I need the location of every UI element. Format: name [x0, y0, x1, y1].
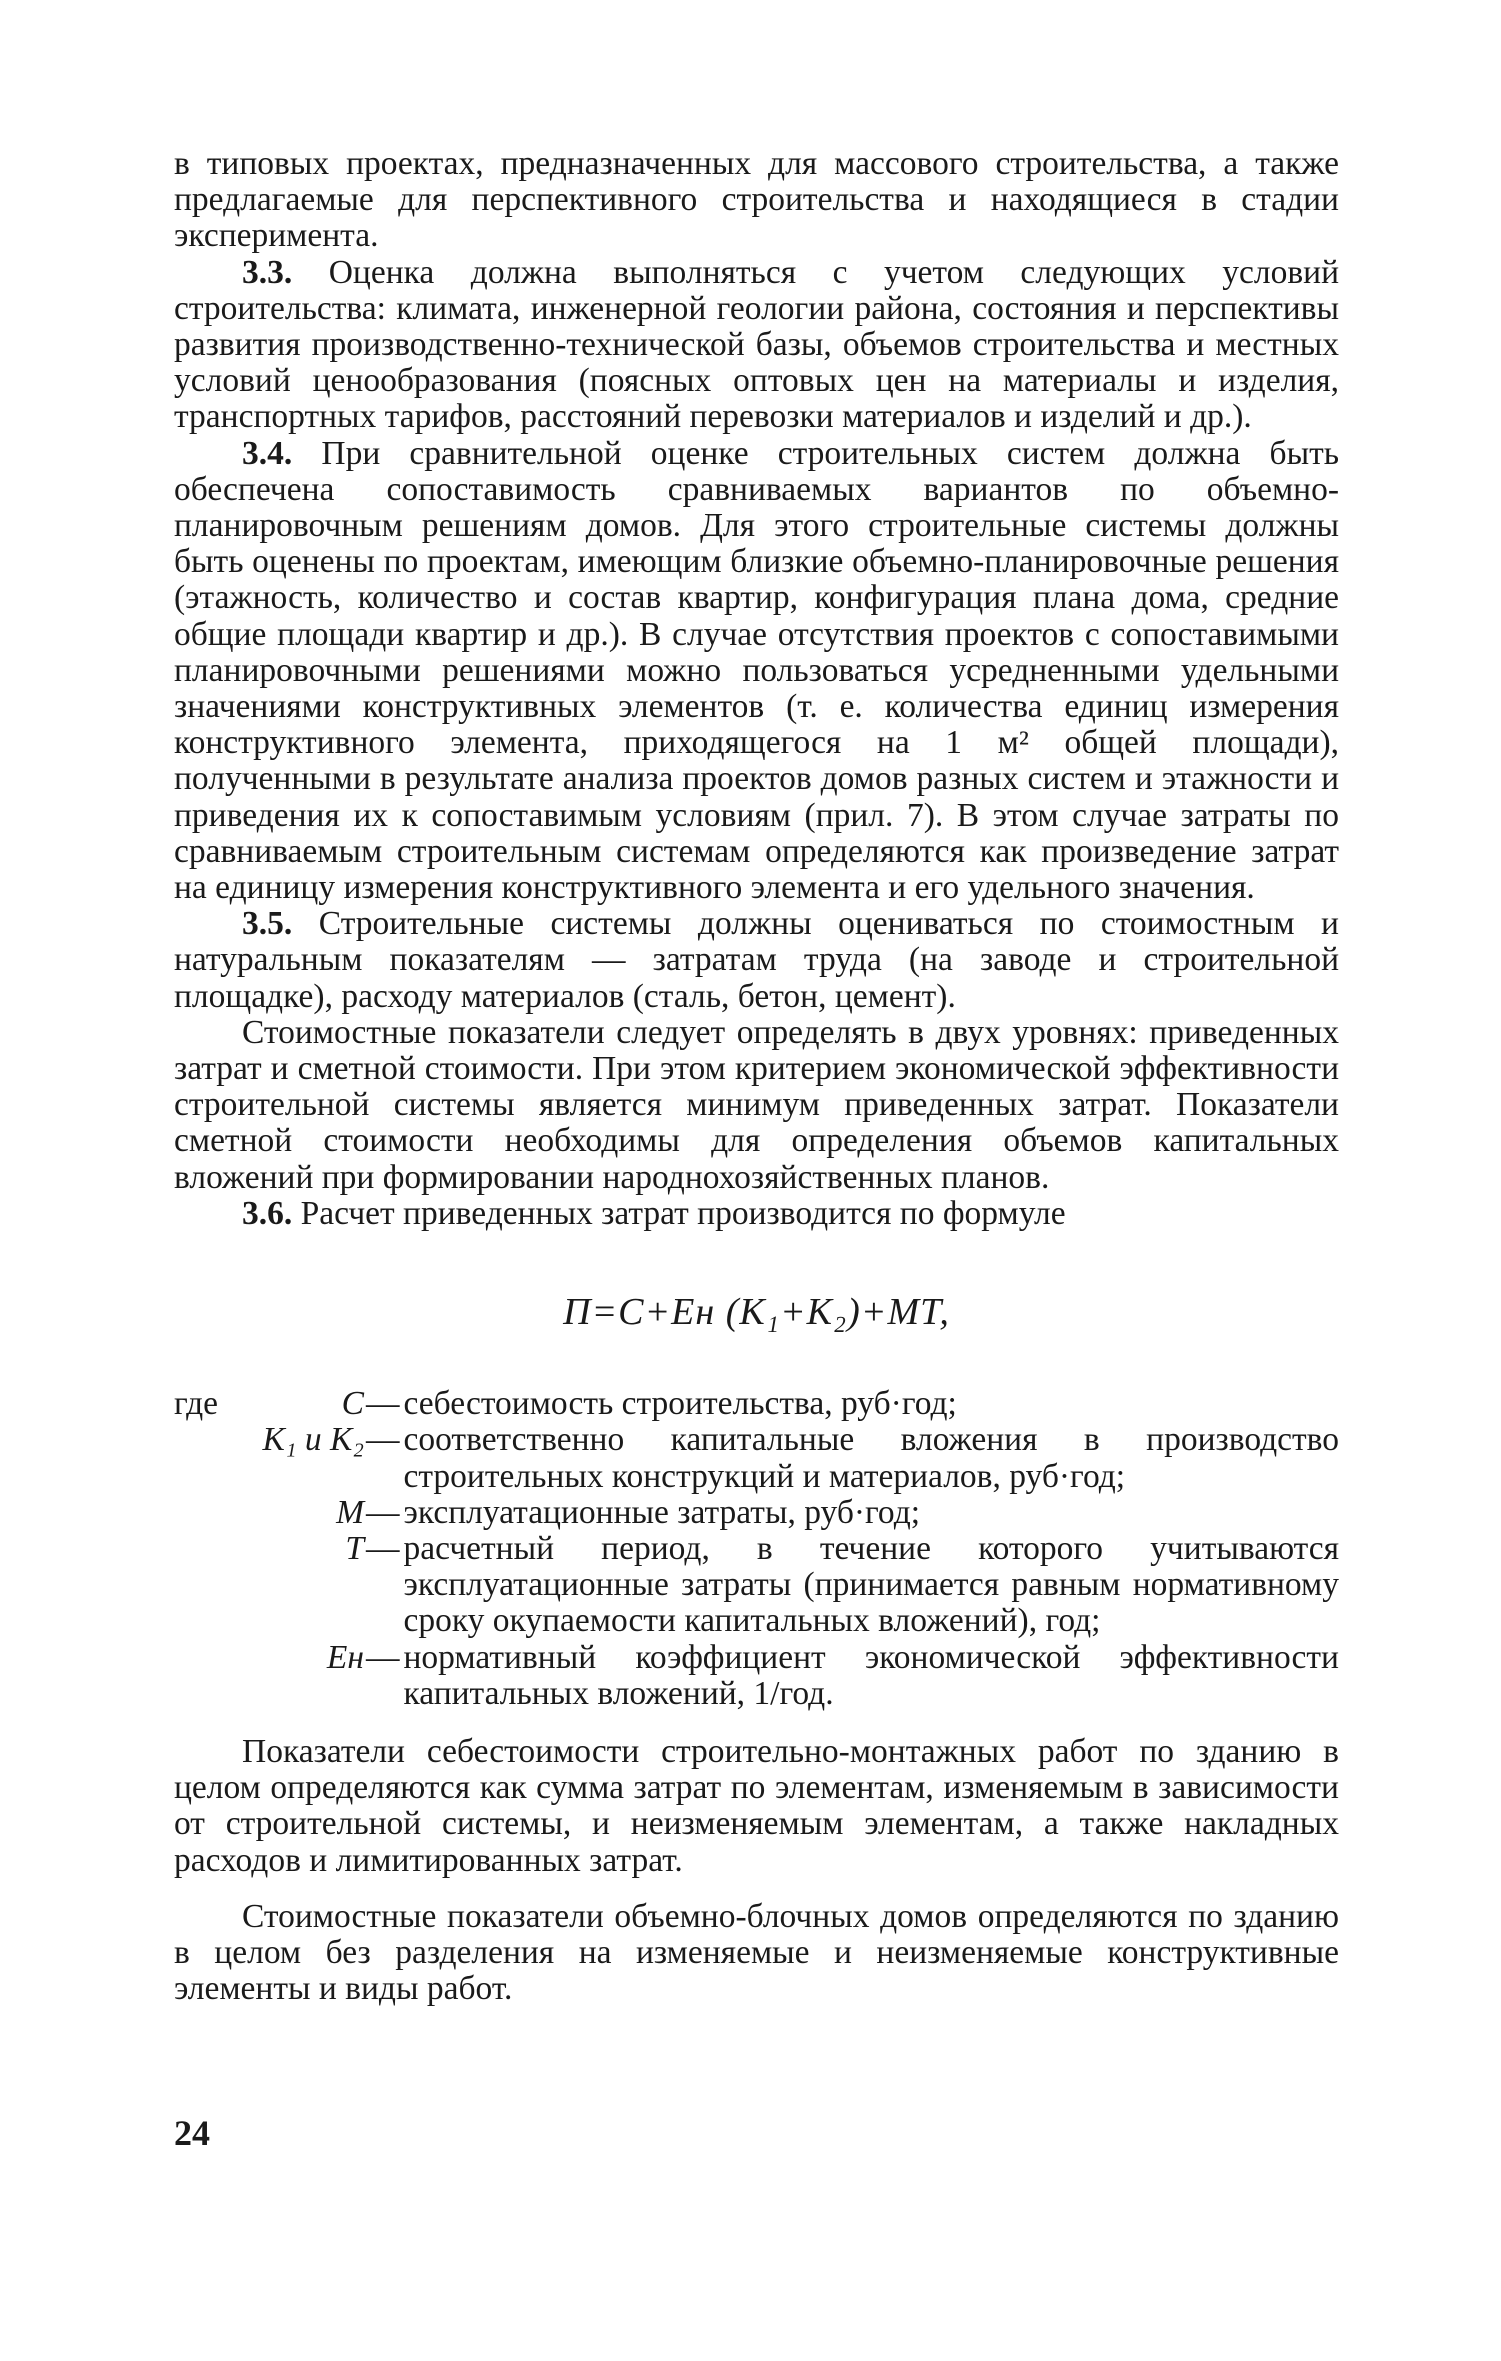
definition-term: K₁ и K₂ [262, 1421, 364, 1459]
definition-desc: себестоимость строительства, руб·год; [403, 1385, 957, 1423]
definition-desc: нормативный коэффициент экономической эффективности капитальных вложений, 1/год. [403, 1638, 1339, 1712]
dash: — [366, 1638, 400, 1676]
dash: — [366, 1493, 400, 1531]
dash: — [366, 1421, 400, 1459]
definition-desc: расчетный период, в течение которого учитываются эксплуатационные затраты (принимается равным нормативному сроку окупаемости капитальных вложений), год; [403, 1529, 1339, 1640]
paragraph-volume-block: Стоимостные показатели объемно-блочных домов определяются по зданию в целом без разделения на изменяемые и неизменяемые конструктивные элементы и виды работ. [174, 1897, 1339, 2008]
paragraph-text: Оценка должна выполняться с учетом следующих условий строительства: климата, инженерной геологии района, состояния и перспективы развития производственно-технической базы, объемов строительства и местных условий ценообразования (поясных оптовых цен на материалы и изделия, транспортных тарифов, расстояний перевозки материалов и изделий и др.). [174, 253, 1339, 436]
paragraph-3-5 [174, 906, 1339, 1015]
definition-desc: соответственно капитальные вложения в производство строительных конструкций и материалов, руб·год; [403, 1421, 1339, 1495]
definition-list [174, 1386, 1339, 1712]
paragraph-3-4 [174, 436, 1339, 907]
section-number: 3.4. [242, 434, 293, 472]
section-number: 3.6. [242, 1194, 293, 1232]
dash: — [366, 1385, 400, 1423]
definition-desc: эксплуатационные затраты, руб·год; [403, 1493, 921, 1531]
section-number: 3.5. [242, 905, 293, 943]
formula: П=С+Eн (K₁+K₂)+MT, [563, 1291, 950, 1334]
where-label: где [174, 1385, 218, 1423]
definition-item [174, 1386, 1339, 1422]
paragraph-3-6 [174, 1196, 1339, 1232]
definition-term: Eн [326, 1638, 364, 1676]
paragraph-text: Строительные системы должны оцениваться по стоимостным и натуральным показателям — затратам труда (на заводе и строительной площадке), расходу материалов (сталь, бетон, цемент). [174, 905, 1339, 1015]
paragraph-text: Расчет приведенных затрат производится по формуле [292, 1194, 1066, 1232]
paragraph-3-3 [174, 255, 1339, 436]
dash: — [366, 1529, 400, 1567]
page-number: 24 [174, 2113, 210, 2153]
definition-item [174, 1495, 1339, 1531]
definition-item [174, 1531, 1339, 1640]
paragraph-text: При сравнительной оценке строительных систем должна быть обеспечена сопоставимость сравниваемых вариантов по объемно-планировочным решениям домов. Для этого строительные системы должны быть оценены по проектам, имеющим близкие объемно-планировочные решения (этажность, количество и состав квартир, конфигурация плана дома, средние общие площади квартир и др.). В случае отсутствия проектов с сопоставимыми планировочными решениями можно пользоваться усредненными удельными значениями конструктивных элементов (т. е. количества единиц измерения конструктивного элемента, приходящегося на 1 м² общей площади), полученными в результате анализа проектов домов разных систем и этажности и приведения их к сопоставимым условиям (прил. 7). В этом случае затраты по сравниваемым строительным системам определяются как произведение затрат на единицу измерения конструктивного элемента и его удельного значения. [174, 434, 1339, 907]
definition-item [174, 1422, 1339, 1494]
section-number: 3.3. [242, 253, 293, 291]
paragraph-cost-indicators: Стоимостные показатели следует определять в двух уровнях: приведенных затрат и сметной стоимости. При этом критерием экономической эффективности строительной системы является минимум приведенных затрат. Показатели сметной стоимости необходимы для определения объемов капитальных вложений при формировании народнохозяйственных планов. [174, 1013, 1339, 1196]
definition-term: С [341, 1385, 364, 1423]
paragraph-continuation: в типовых проектах, предназначенных для массового строительства, а также предлагаемые для перспективного строительства и находящиеся в стадии эксперимента. [174, 145, 1339, 255]
paragraph-cost-price: Показатели себестоимости строительно-монтажных работ по зданию в целом определяются как сумма затрат по элементам, изменяемым в зависимости от строительной системы, и неизменяемым элементам, а также накладных расходов и лимитированных затрат. [174, 1732, 1339, 1879]
definition-term: Т [345, 1529, 364, 1567]
definition-term: М [336, 1493, 364, 1531]
definition-item [174, 1640, 1339, 1712]
